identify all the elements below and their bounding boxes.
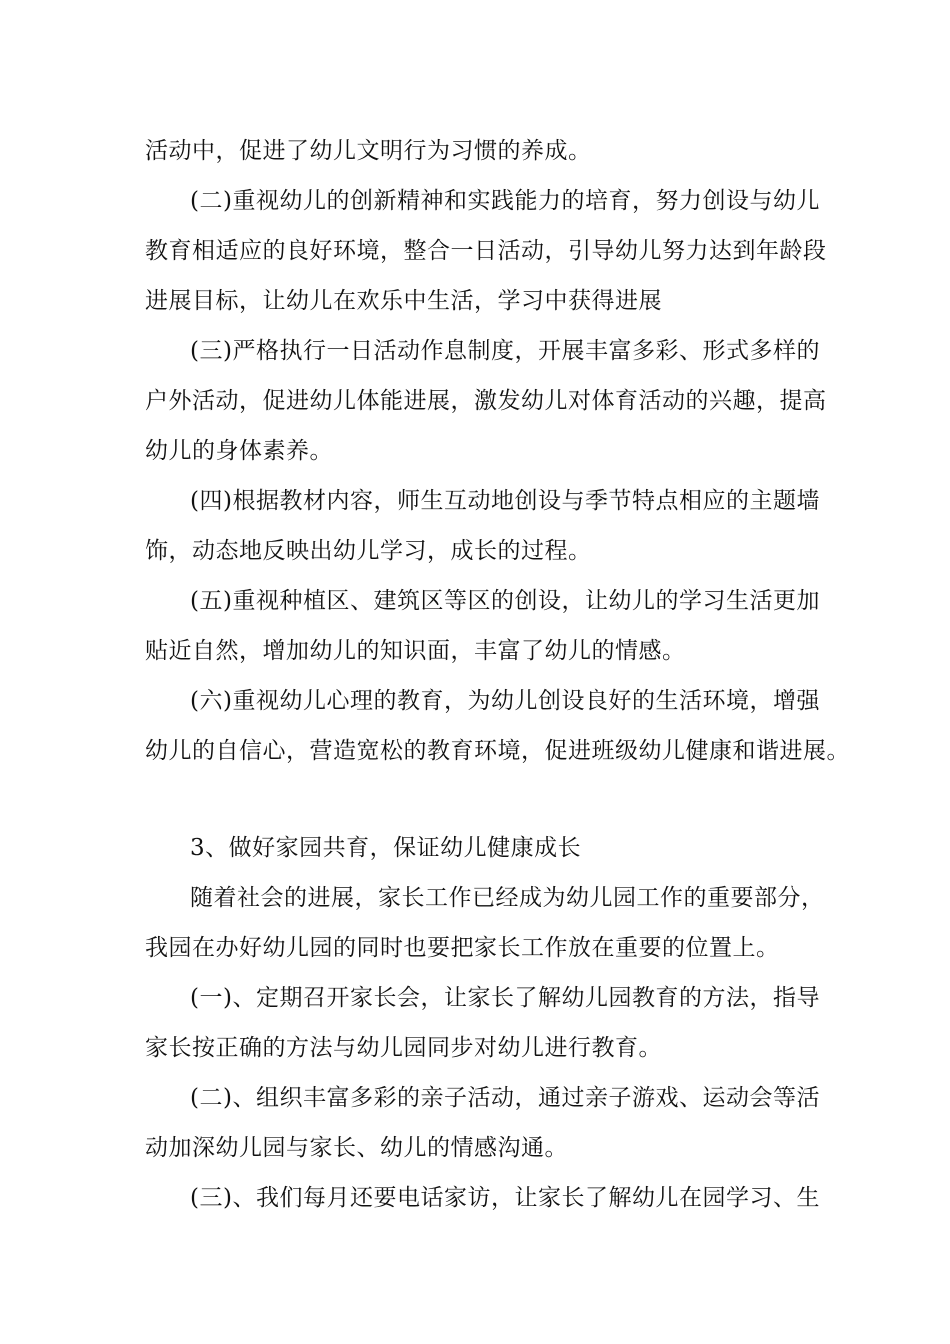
text-line: 活动中，促进了幼儿文明行为习惯的养成。 (145, 138, 592, 164)
text-line: 动加深幼儿园与家长、幼儿的情感沟通。 (145, 1135, 568, 1161)
text-line: (三)、我们每月还要电话家访，让家长了解幼儿在园学习、生 (190, 1185, 820, 1211)
text-line: (四)根据教材内容，师生互动地创设与季节特点相应的主题墙 (190, 488, 820, 514)
text-line: (五)重视种植区、建筑区等区的创设，让幼儿的学习生活更加 (190, 588, 820, 614)
text-line: 饰，动态地反映出幼儿学习，成长的过程。 (145, 538, 592, 564)
text-line: 贴近自然，增加幼儿的知识面，丰富了幼儿的情感。 (145, 638, 686, 664)
text-line: 进展目标，让幼儿在欢乐中生活，学习中获得进展 (145, 288, 662, 314)
text-line: (二)重视幼儿的创新精神和实践能力的培育，努力创设与幼儿 (190, 188, 820, 214)
text-line: (三)严格执行一日活动作息制度，开展丰富多彩、形式多样的 (190, 338, 820, 364)
text-line: 家长按正确的方法与幼儿园同步对幼儿进行教育。 (145, 1035, 662, 1061)
section-heading: 3、做好家园共育，保证幼儿健康成长 (190, 835, 582, 861)
text-line: (六)重视幼儿心理的教育，为幼儿创设良好的生活环境，增强 (190, 688, 820, 714)
text-line: 随着社会的进展，家长工作已经成为幼儿园工作的重要部分， (190, 885, 825, 911)
text-line: (二)、组织丰富多彩的亲子活动，通过亲子游戏、运动会等活 (190, 1085, 820, 1111)
text-line: 户外活动，促进幼儿体能进展，激发幼儿对体育活动的兴趣，提高 (145, 388, 827, 414)
text-line: 我园在办好幼儿园的同时也要把家长工作放在重要的位置上。 (145, 935, 780, 961)
text-line: 幼儿的身体素养。 (145, 438, 333, 464)
text-line: 教育相适应的良好环境，整合一日活动，引导幼儿努力达到年龄段 (145, 238, 827, 264)
text-line: 幼儿的自信心，营造宽松的教育环境，促进班级幼儿健康和谐进展。 (145, 738, 850, 764)
text-line: (一)、定期召开家长会，让家长了解幼儿园教育的方法，指导 (190, 985, 820, 1011)
